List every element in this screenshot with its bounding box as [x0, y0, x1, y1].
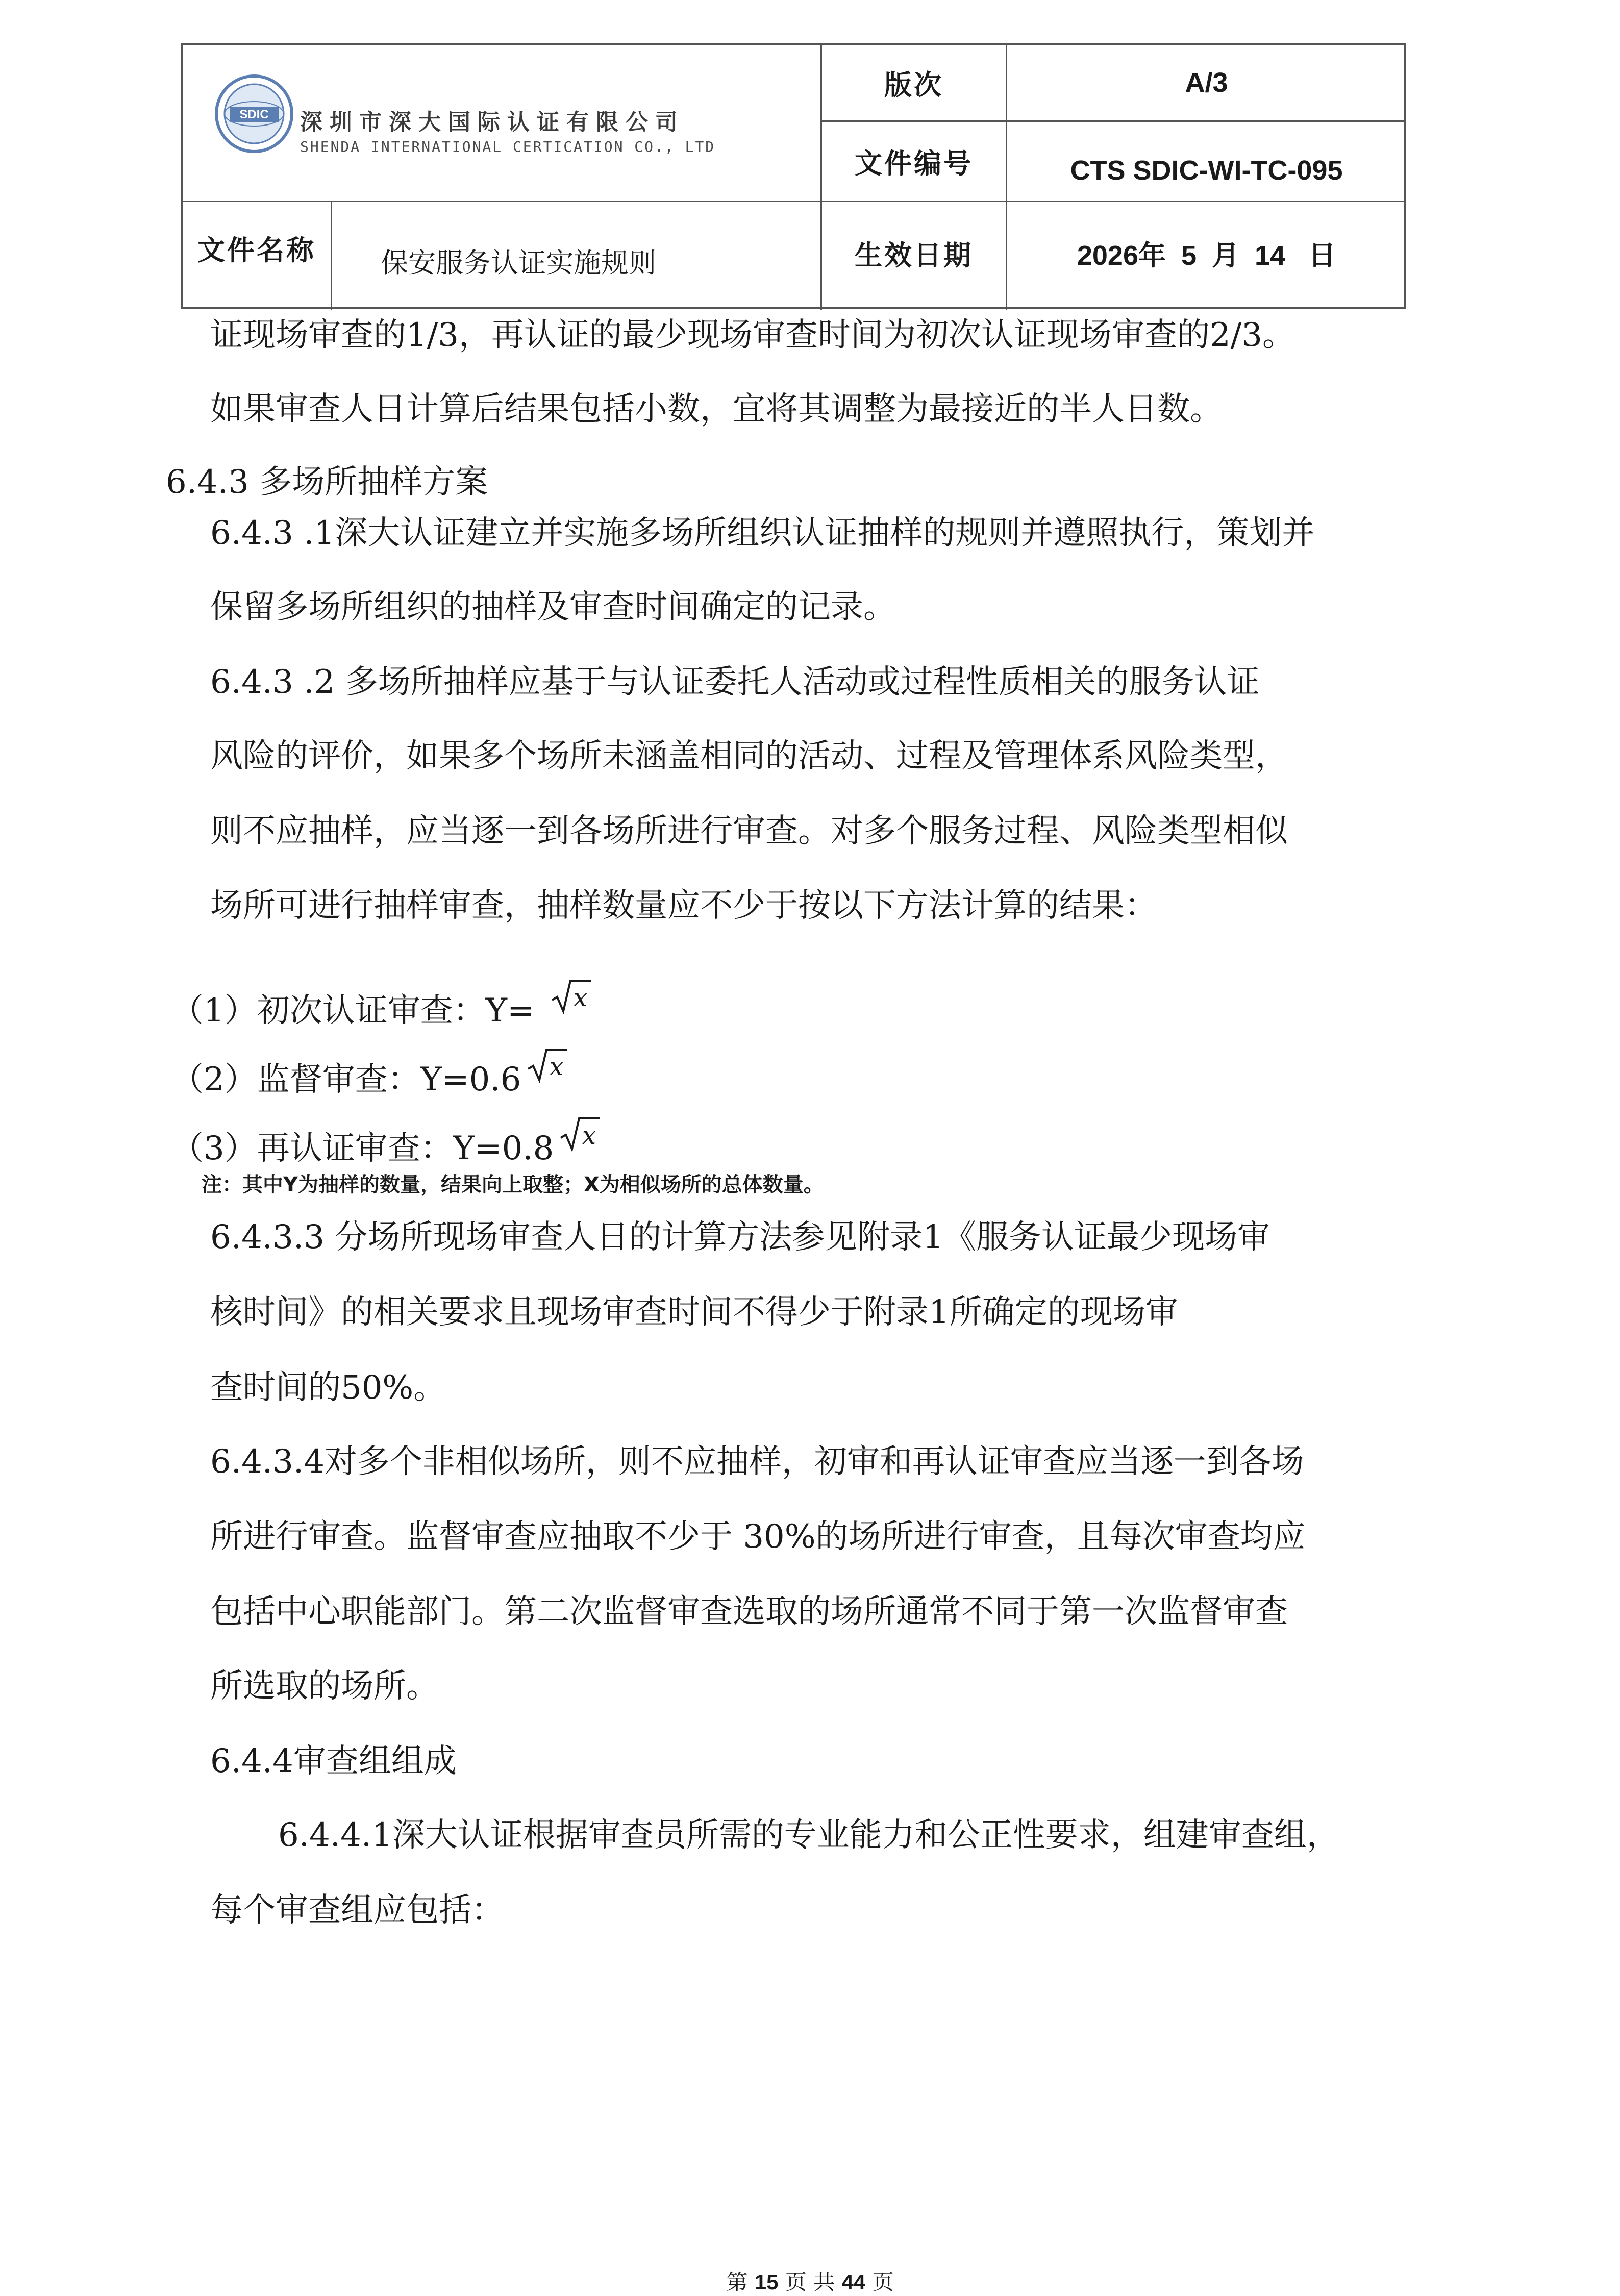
file-name-label: 文件名称: [197, 234, 316, 266]
formula-note: 注：其中Y为抽样的数量，结果向上取整；X为相似场所的总体数量。: [202, 1173, 824, 1196]
body-line: 场所可进行抽样审查，抽样数量应不少于按以下方法计算的结果：: [210, 887, 1157, 925]
svg-text:SDIC: SDIC: [239, 108, 269, 121]
version-value: A/3: [1185, 67, 1228, 98]
page-number: 15: [754, 2270, 779, 2294]
body-line: 6.4.3 .1深大认证建立并实施多场所组织认证抽样的规则并遵照执行，策划并: [210, 514, 1315, 552]
company-logo: [213, 73, 775, 185]
svg-text:x: x: [582, 1121, 596, 1150]
total-pages: 44: [841, 2270, 866, 2294]
company-name-en: SHENDA INTERNATIONAL CERTICATION CO., LTD: [300, 138, 716, 155]
file-name-value: 保安服务认证实施规则: [381, 246, 656, 279]
document-header-table: [181, 43, 1406, 309]
company-name-cn: 深圳市深大国际认证有限公司: [300, 109, 685, 135]
doc-number-value: CTS SDIC-WI-TC-095: [1070, 155, 1343, 186]
body-line: 证现场审查的1/3，再认证的最少现场审查时间为初次认证现场审查的2/3。: [210, 316, 1295, 354]
sdic-logo-icon: [213, 73, 295, 155]
svg-text:x: x: [573, 984, 588, 1012]
body-line: 6.4.3.4对多个非相似场所，则不应抽样，初审和再认证审查应当逐一到各场: [210, 1443, 1304, 1481]
body-line: 则不应抽样，应当逐一到各场所进行审查。对多个服务过程、风险类型相似: [210, 812, 1288, 850]
body-line: 如果审查人日计算后结果包括小数，宜将其调整为最接近的半人日数。: [210, 390, 1223, 428]
body-line: 核时间》的相关要求且现场审查时间不得少于附录1所确定的现场审: [210, 1293, 1178, 1331]
effective-date-value: 2026年 5 月 14 日: [1077, 240, 1336, 271]
section-heading-6-4-4: 6.4.4审查组组成: [210, 1742, 457, 1780]
version-label: 版次: [884, 68, 943, 101]
body-line: 所选取的场所。: [210, 1667, 439, 1705]
formula-initial: （1）初次认证审查：Y= x: [171, 979, 592, 1027]
body-line: 包括中心职能部门。第二次监督审查选取的场所通常不同于第一次监督审查: [210, 1593, 1288, 1631]
svg-text:x: x: [550, 1053, 564, 1081]
sqrt-icon: [560, 1116, 601, 1158]
sqrt-icon: [551, 979, 592, 1020]
doc-number-label: 文件编号: [855, 147, 973, 180]
section-heading-6-4-3: 6.4.3 多场所抽样方案: [166, 463, 488, 501]
body-line: 6.4.3.3 分场所现场审查人日的计算方法参见附录1《服务认证最少现场审: [210, 1218, 1270, 1256]
body-line: 查时间的50%。: [210, 1369, 446, 1407]
formula-recertification: （3）再认证审查：Y=0.8 x: [171, 1116, 601, 1165]
body-line: 风险的评价，如果多个场所未涵盖相同的活动、过程及管理体系风险类型，: [210, 737, 1288, 775]
formula-surveillance: （2）监督审查：Y=0.6 x: [171, 1047, 568, 1096]
body-line: 保留多场所组织的抽样及审查时间确定的记录。: [210, 588, 896, 626]
sqrt-icon: [527, 1047, 568, 1089]
effective-date-label: 生效日期: [855, 239, 973, 271]
body-line: 6.4.4.1深大认证根据审查员所需的专业能力和公正性要求，组建审查组，: [278, 1816, 1339, 1854]
body-line: 每个审查组应包括：: [210, 1891, 504, 1929]
body-line: 所进行审查。监督审查应抽取不少于 30%的场所进行审查，且每次审查均应: [210, 1518, 1306, 1556]
page-footer: 第 15 页 共 44 页: [726, 2269, 894, 2294]
body-line: 6.4.3 .2 多场所抽样应基于与认证委托人活动或过程性质相关的服务认证: [210, 663, 1260, 701]
